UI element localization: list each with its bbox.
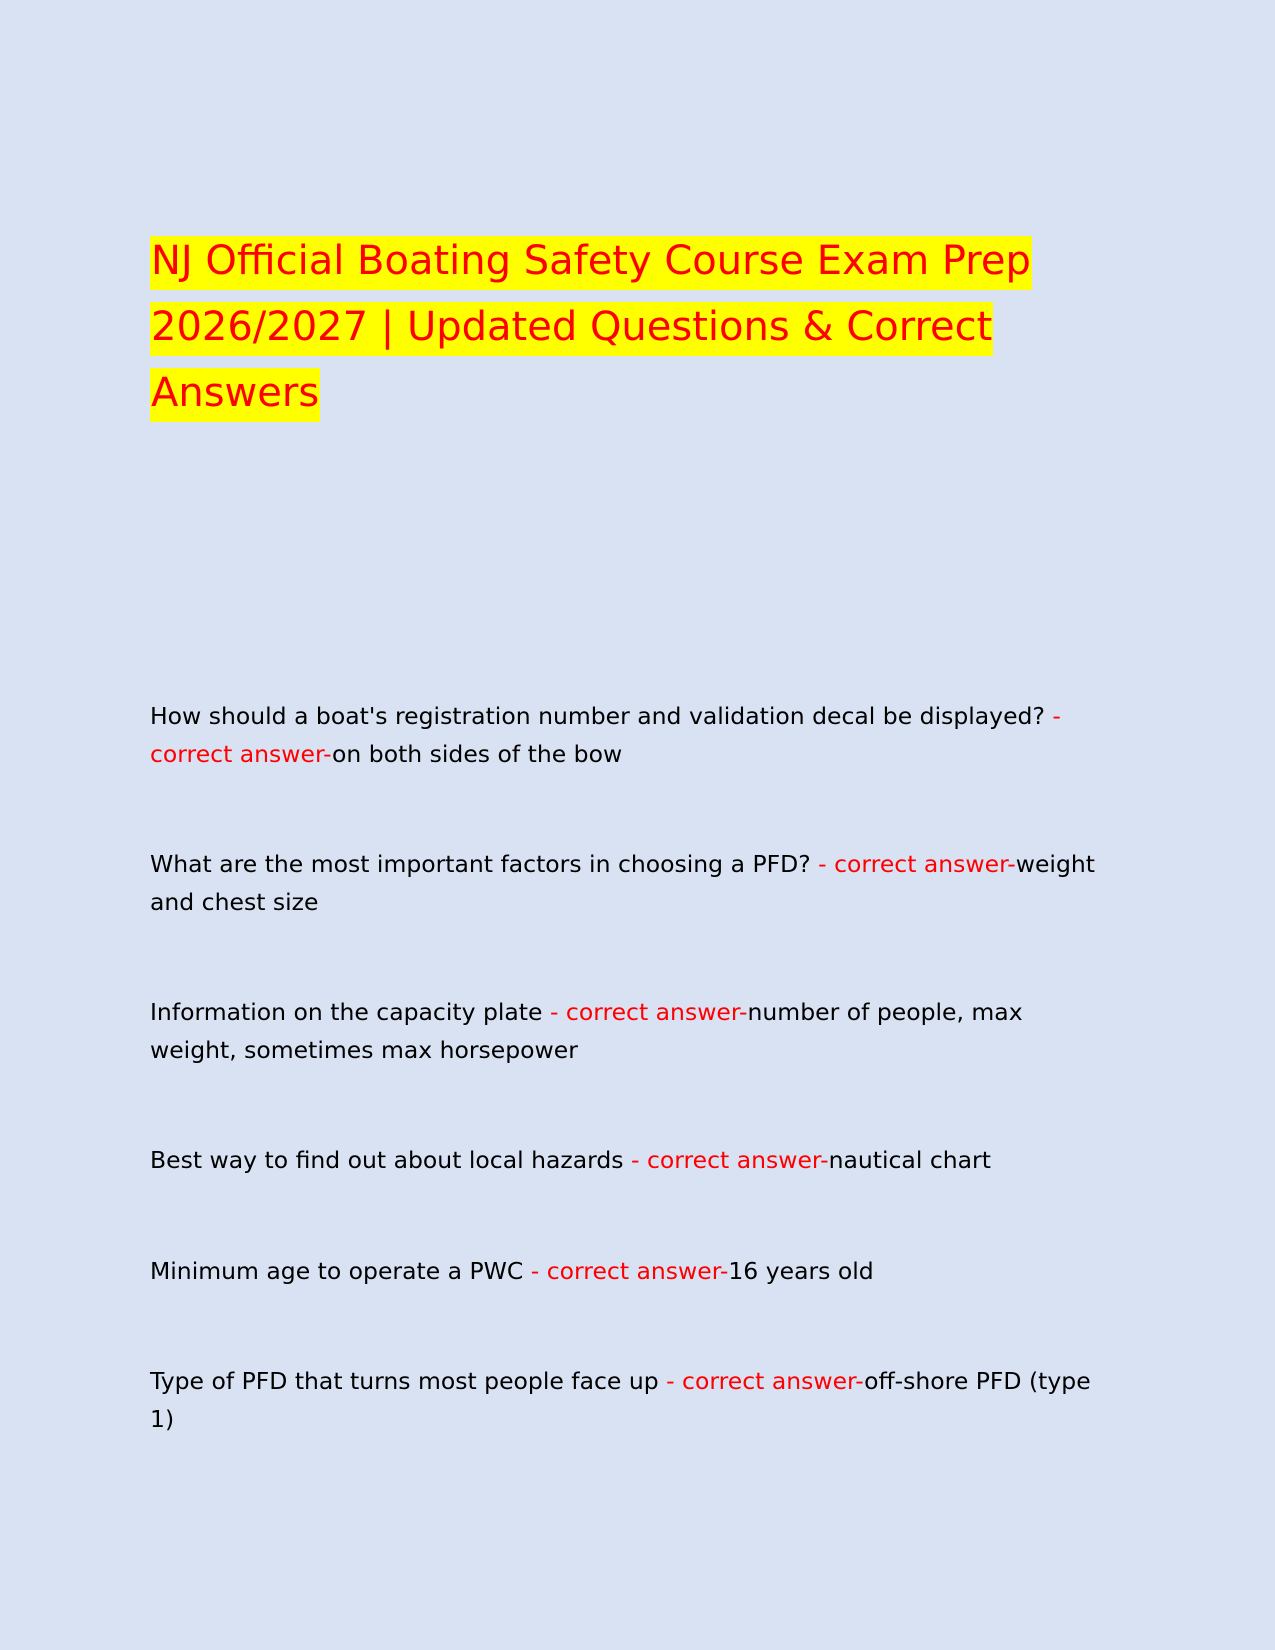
answer-text: on both sides of the bow: [332, 740, 623, 768]
answer-separator: - correct answer-: [542, 998, 748, 1026]
answer-text: off-shore PFD (type 1): [150, 1367, 1091, 1433]
answer-separator: - correct answer-: [523, 1257, 729, 1285]
question-text: What are the most important factors in choosing a PFD?: [150, 850, 811, 878]
question-text: Minimum age to operate a PWC: [150, 1257, 524, 1285]
question-text: Type of PFD that turns most people face up: [150, 1367, 659, 1395]
answer-separator: - correct answer-: [623, 1146, 829, 1174]
qa-item: [150, 697, 1110, 773]
answer-separator: - correct answer-: [658, 1367, 865, 1395]
question-text: How should a boat's registration number and validation decal be displayed?: [150, 702, 1045, 730]
qa-item: [150, 1141, 1110, 1179]
answer-text: number of people, max weight, sometimes max horsepower: [150, 998, 1023, 1064]
title-highlight: NJ Official Boating Safety Course Exam Prep 2026/2027 | Updated Questions & Correct Answers: [150, 236, 1032, 422]
qa-item: [150, 845, 1110, 921]
question-text: Information on the capacity plate: [150, 998, 543, 1026]
answer-text: weight and chest size: [150, 850, 1095, 916]
qa-item: [150, 993, 1110, 1069]
question-text: Best way to find out about local hazards: [150, 1146, 624, 1174]
answer-text: 16 years old: [728, 1257, 874, 1285]
document-title: [150, 228, 1110, 426]
qa-item: [150, 1252, 1110, 1290]
qa-item: [150, 1362, 1110, 1438]
answer-separator: - correct answer-: [150, 702, 1061, 768]
answer-text: nautical chart: [828, 1146, 991, 1174]
answer-separator: - correct answer-: [810, 850, 1016, 878]
